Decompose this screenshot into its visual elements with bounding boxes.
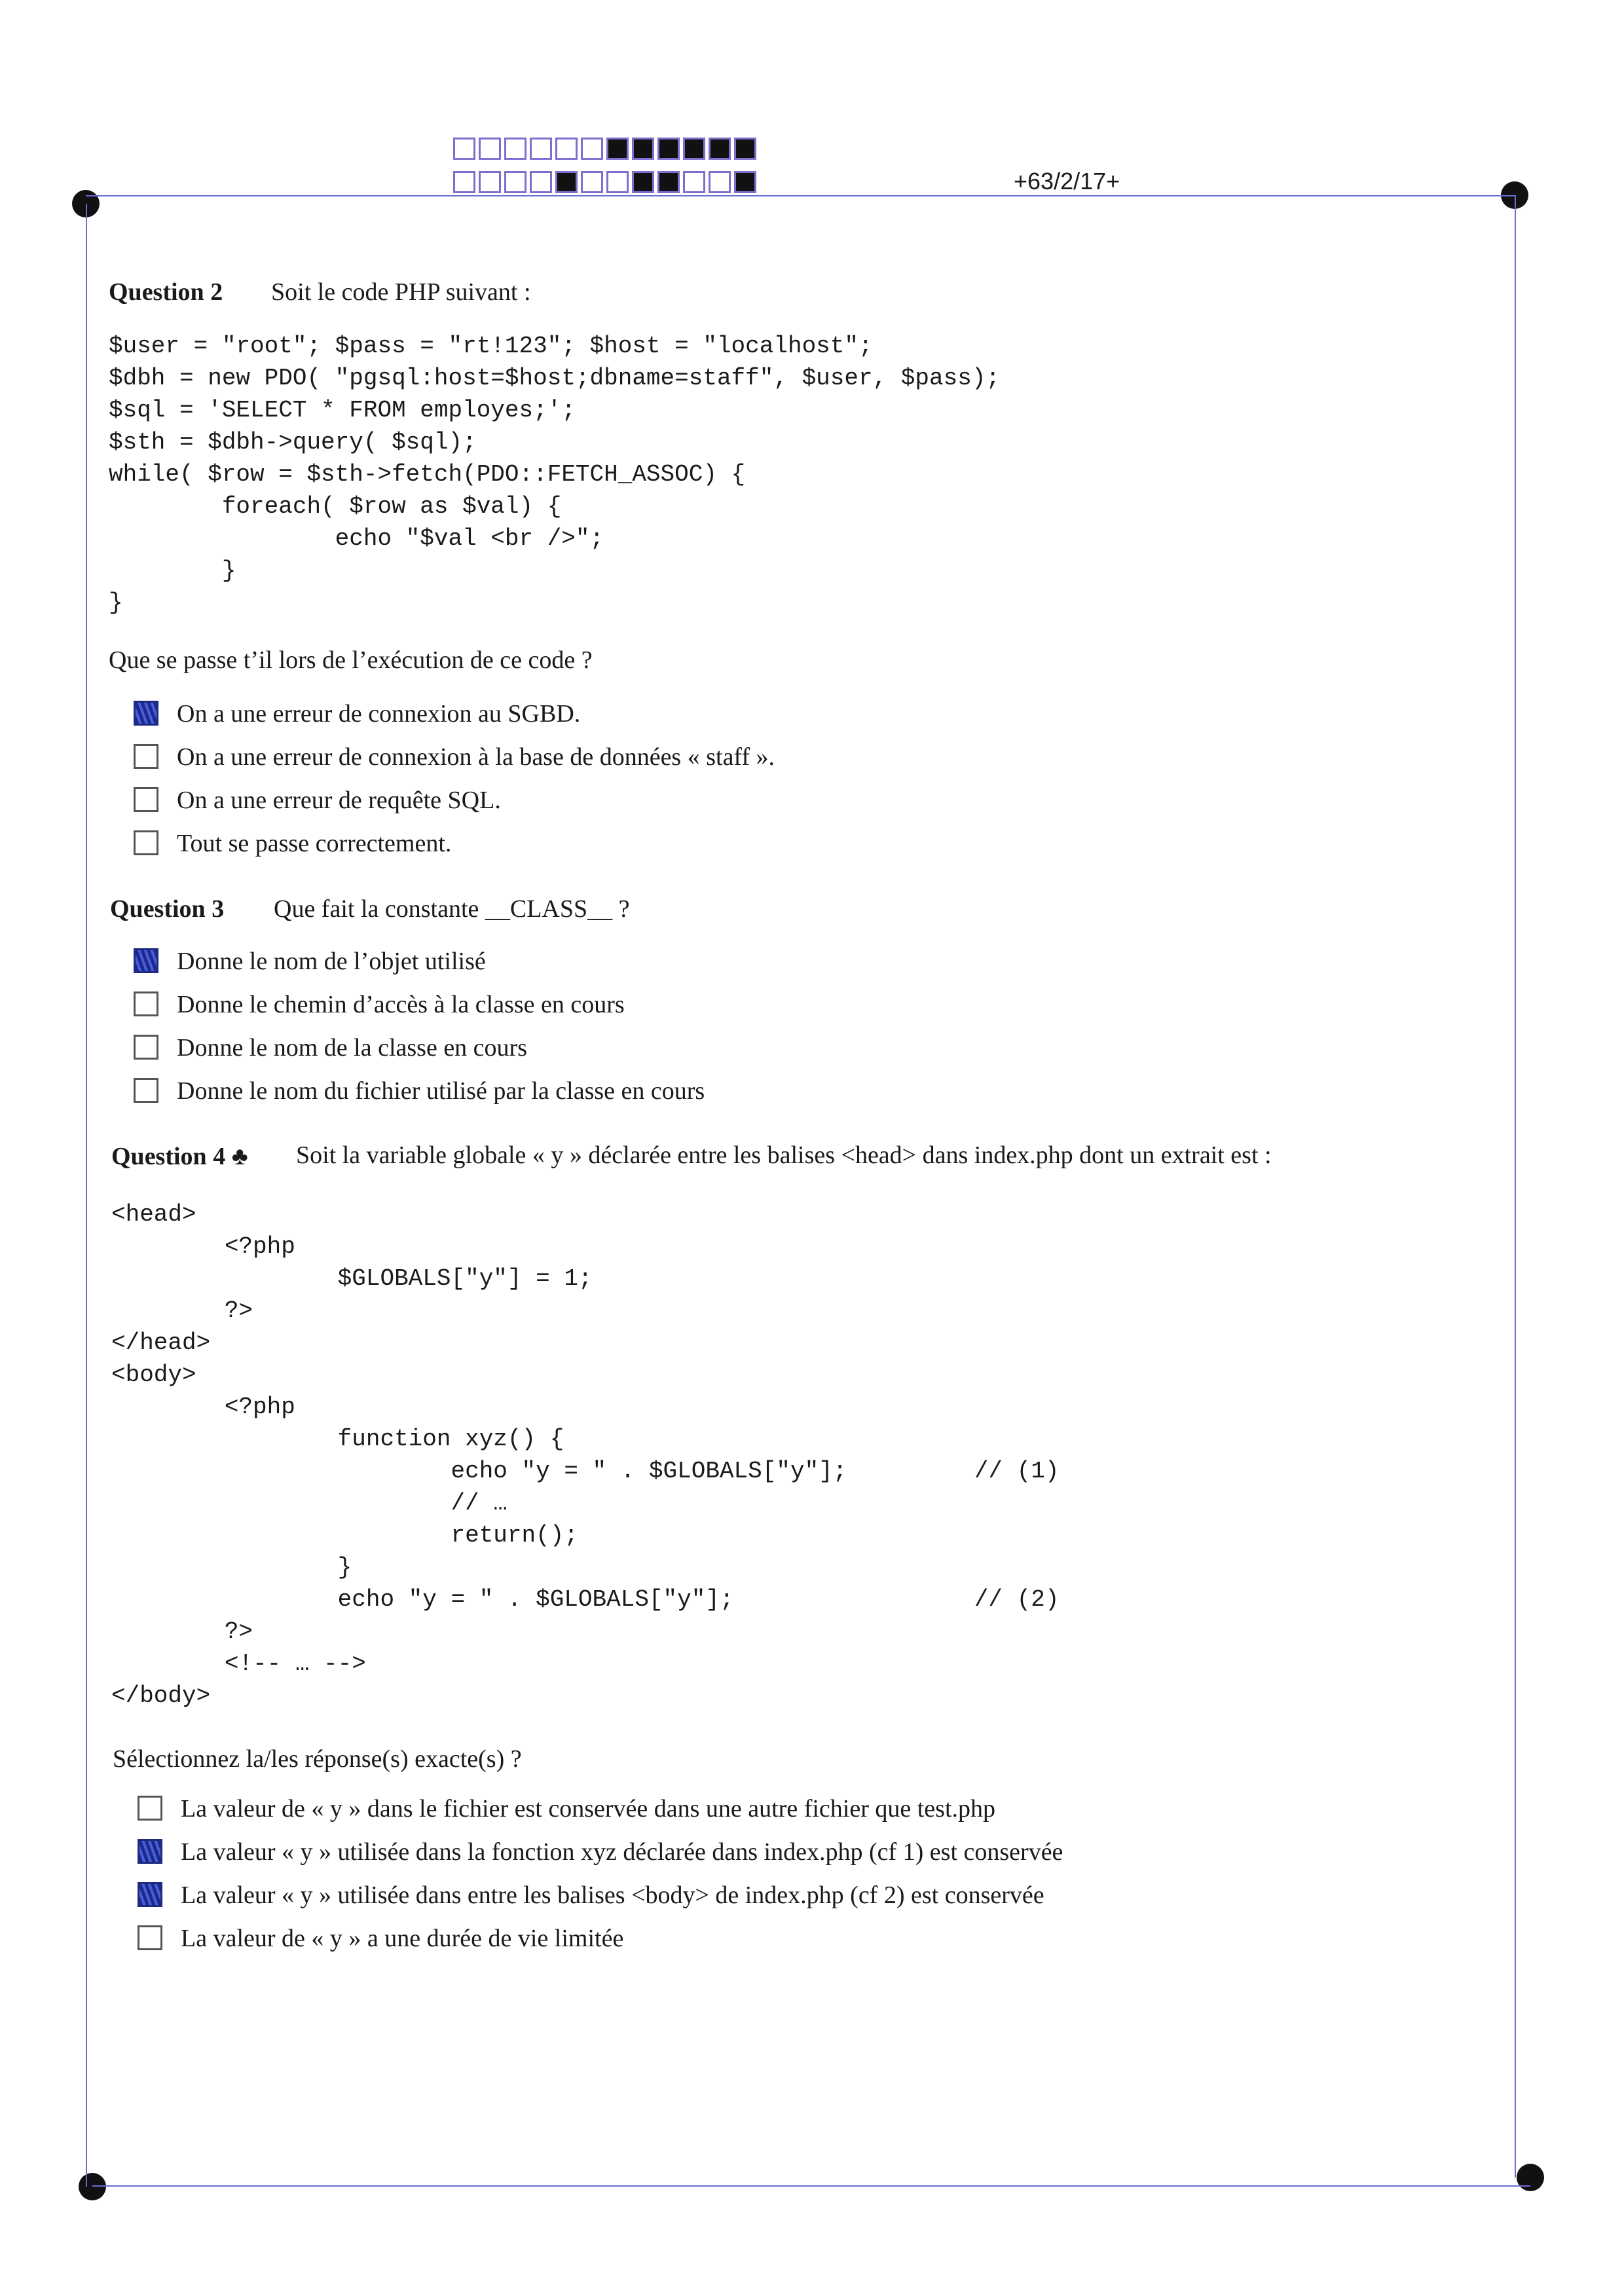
q4-option-3-checkbox[interactable]: [138, 1882, 162, 1907]
code-line: <!-- … -->: [111, 1650, 366, 1677]
id-marks-row-2: [453, 171, 760, 193]
code-line: <body>: [111, 1361, 196, 1388]
q3-option-4-checkbox[interactable]: [134, 1078, 158, 1103]
code-line: function xyz() {: [111, 1426, 564, 1453]
q3-option-4-label: Donne le nom du fichier utilisé par la classe en cours: [177, 1077, 705, 1105]
code-line: // …: [111, 1490, 507, 1517]
mark-row-2-cell: [734, 171, 756, 193]
mark-row-1-cell: [581, 138, 603, 160]
code-line: $user = "root"; $pass = "rt!123"; $host = "localhost";: [109, 333, 873, 360]
mark-row-1-cell: [453, 138, 475, 160]
q4-option-4-label: La valeur de « y » a une durée de vie limitée: [181, 1925, 624, 1952]
question-3-title: Que fait la constante __CLASS__ ?: [274, 895, 630, 923]
id-marks-row-1: [453, 138, 760, 160]
code-line: }: [111, 1554, 352, 1581]
frame-left: [86, 204, 87, 2187]
q2-option-1-label: On a une erreur de connexion au SGBD.: [177, 700, 581, 728]
question-3-label: Question 3: [110, 895, 225, 923]
corner-mark-bottom-left: [79, 2173, 106, 2200]
mark-row-1-cell: [530, 138, 552, 160]
mark-row-1-cell: [632, 138, 654, 160]
mark-row-2-cell: [555, 171, 578, 193]
code-line: <head>: [111, 1201, 196, 1228]
question-4-title: Soit la variable globale « y » déclarée entre les balises <head> dans index.php dont un extrait est :: [296, 1141, 1272, 1169]
code-line: foreach( $row as $val) {: [109, 493, 562, 520]
q2-option-4-label: Tout se passe correctement.: [177, 830, 452, 857]
question-4-label: Question 4 ♣: [111, 1143, 248, 1170]
question-2-label: Question 2: [109, 278, 223, 306]
q4-option-2-checkbox[interactable]: [138, 1839, 162, 1864]
q3-option-3-checkbox[interactable]: [134, 1035, 158, 1060]
question-2-title: Soit le code PHP suivant :: [271, 278, 531, 306]
code-line: echo "y = " . $GLOBALS["y"]; // (1): [111, 1458, 1060, 1485]
q4-option-1-label: La valeur de « y » dans le fichier est conservée dans une autre fichier que test.php: [181, 1795, 995, 1823]
frame-bottom: [92, 2185, 1530, 2187]
q3-option-1-checkbox[interactable]: [134, 948, 158, 973]
question-2-prompt: Que se passe t’il lors de l’exécution de ce code ?: [109, 646, 593, 674]
code-line: echo "$val <br />";: [109, 525, 604, 552]
code-line: $sql = 'SELECT * FROM employes;';: [109, 397, 576, 424]
question-2-code: [109, 330, 1000, 619]
mark-row-2-cell: [709, 171, 731, 193]
code-line: <?php: [111, 1394, 295, 1420]
mark-row-1-cell: [683, 138, 705, 160]
code-line: ?>: [111, 1297, 253, 1324]
mark-row-1-cell: [479, 138, 501, 160]
code-line: }: [109, 557, 236, 584]
code-line: echo "y = " . $GLOBALS["y"]; // (2): [111, 1586, 1060, 1613]
frame-top: [86, 195, 1515, 196]
mark-row-1-cell: [504, 138, 526, 160]
mark-row-2-cell: [683, 171, 705, 193]
q2-option-1-checkbox[interactable]: [134, 701, 158, 726]
q3-option-2-checkbox[interactable]: [134, 991, 158, 1016]
code-line: </head>: [111, 1329, 211, 1356]
mark-row-2-cell: [632, 171, 654, 193]
code-line: $dbh = new PDO( "pgsql:host=$host;dbname=staff", $user, $pass);: [109, 365, 1001, 392]
mark-row-1-cell: [734, 138, 756, 160]
mark-row-2-cell: [606, 171, 629, 193]
code-line: return();: [111, 1522, 578, 1549]
q3-option-1-label: Donne le nom de l’objet utilisé: [177, 948, 486, 975]
mark-row-1-cell: [657, 138, 680, 160]
corner-mark-bottom-right: [1517, 2164, 1544, 2191]
q2-option-3-checkbox[interactable]: [134, 787, 158, 812]
mark-row-2-cell: [657, 171, 680, 193]
mark-row-1-cell: [709, 138, 731, 160]
code-line: ?>: [111, 1618, 253, 1645]
mark-row-2-cell: [530, 171, 552, 193]
frame-right: [1515, 195, 1516, 2177]
code-line: $GLOBALS["y"] = 1;: [111, 1265, 593, 1292]
code-line: </body>: [111, 1682, 211, 1709]
question-4-prompt: Sélectionnez la/les réponse(s) exacte(s) ?: [113, 1745, 522, 1773]
q4-option-4-checkbox[interactable]: [138, 1925, 162, 1950]
q4-option-3-label: La valeur « y » utilisée dans entre les balises <body> de index.php (cf 2) est conservée: [181, 1881, 1044, 1909]
mark-row-2-cell: [581, 171, 603, 193]
mark-row-1-cell: [606, 138, 629, 160]
q2-option-3-label: On a une erreur de requête SQL.: [177, 787, 501, 814]
q3-option-2-label: Donne le chemin d’accès à la classe en cours: [177, 991, 625, 1018]
mark-row-2-cell: [504, 171, 526, 193]
code-line: <?php: [111, 1233, 295, 1260]
mark-row-1-cell: [555, 138, 578, 160]
q2-option-4-checkbox[interactable]: [134, 830, 158, 855]
code-line: while( $row = $sth->fetch(PDO::FETCH_ASSOC) {: [109, 461, 746, 488]
code-line: $sth = $dbh->query( $sql);: [109, 429, 477, 456]
q3-option-3-label: Donne le nom de la classe en cours: [177, 1034, 527, 1062]
question-4-code: [111, 1198, 1059, 1712]
q4-option-2-label: La valeur « y » utilisée dans la fonction xyz déclarée dans index.php (cf 1) est conservée: [181, 1838, 1063, 1866]
q2-option-2-checkbox[interactable]: [134, 744, 158, 769]
q4-option-1-checkbox[interactable]: [138, 1796, 162, 1821]
mark-row-2-cell: [479, 171, 501, 193]
q2-option-2-label: On a une erreur de connexion à la base de données « staff ».: [177, 743, 775, 771]
mark-row-2-cell: [453, 171, 475, 193]
page-code: +63/2/17+: [1014, 168, 1120, 194]
code-line: }: [109, 589, 123, 616]
